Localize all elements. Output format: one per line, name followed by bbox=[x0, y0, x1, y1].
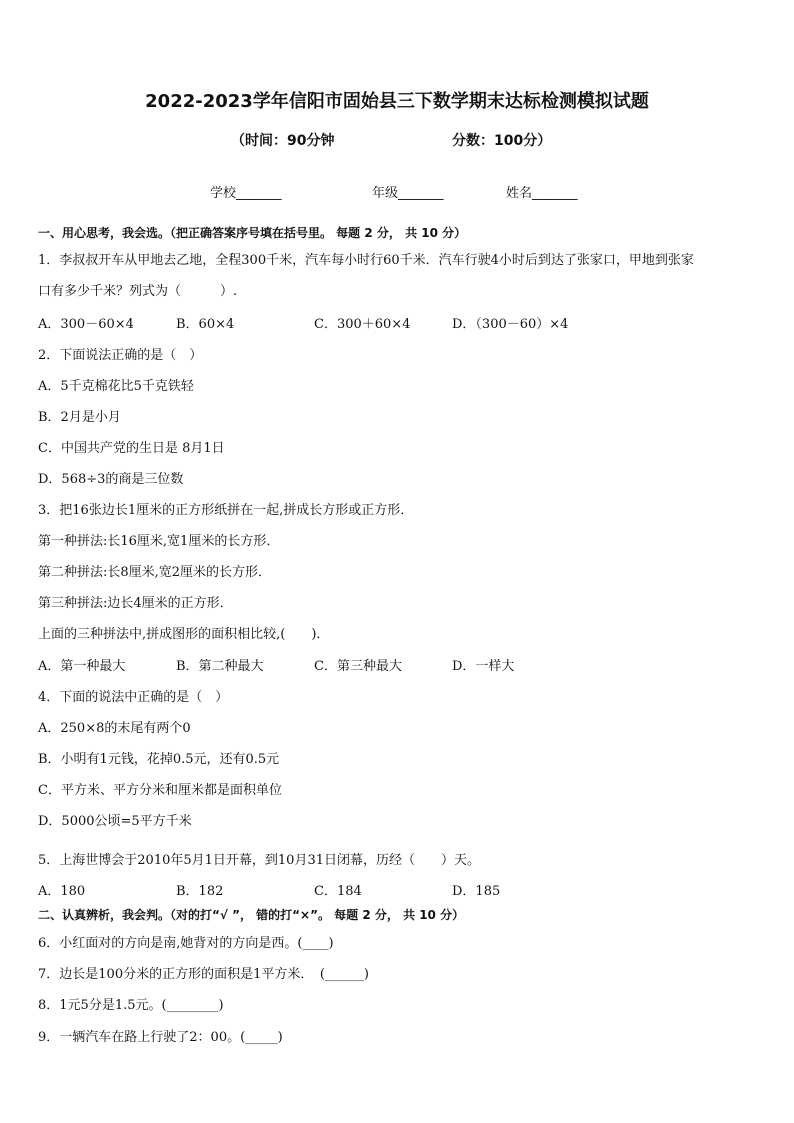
question-2-option-c: C．中国共产党的生日是 8月1日 bbox=[38, 441, 225, 456]
question-3-stem: 3．把16张边长1厘米的正方形纸拼在一起,拼成长方形或正方形． bbox=[38, 503, 414, 518]
question-1-option-c: C．300＋60×4 bbox=[314, 317, 411, 332]
question-7: 7．边长是100分米的正方形的面积是1平方米． (______) bbox=[38, 967, 369, 982]
question-2-option-d: D．568÷3的商是三位数 bbox=[38, 472, 184, 487]
question-1-option-b: B．60×4 bbox=[176, 317, 235, 332]
question-1-line-1: 1．李叔叔开车从甲地去乙地，全程300千米，汽车每小时行60千米．汽车行驶4小时后到达了张家口，甲地到张家 bbox=[38, 253, 694, 268]
time-label: （时间：90分钟 bbox=[231, 133, 335, 149]
question-5-option-c: C．184 bbox=[314, 884, 362, 899]
question-3-line-3: 第三种拼法:边长4厘米的正方形． bbox=[38, 596, 233, 611]
question-4-option-b: B．小明有1元钱，花掉0.5元，还有0.5元 bbox=[38, 752, 280, 767]
question-9: 9．一辆汽车在路上行驶了2：00。(_____) bbox=[38, 1030, 283, 1045]
question-8: 8．1元5分是1.5元。(________) bbox=[38, 998, 224, 1013]
question-6: 6．小红面对的方向是南,她背对的方向是西。(____) bbox=[38, 936, 334, 951]
question-1-option-a: A．300－60×4 bbox=[38, 317, 134, 332]
question-3-option-b: B．第二种最大 bbox=[176, 659, 264, 674]
question-4-option-c: C．平方米、平方分米和厘米都是面积单位 bbox=[38, 783, 282, 798]
question-3-option-d: D．一样大 bbox=[452, 659, 515, 674]
section-heading-1: 一、用心思考，我会选。（把正确答案序号填在括号里。 每题 2 分， 共 10 分） bbox=[38, 226, 467, 240]
question-2-stem: 2．下面说法正确的是（ ） bbox=[38, 348, 203, 363]
question-4-option-d: D．5000公顷=5平方千米 bbox=[38, 814, 192, 829]
question-2-option-a: A．5千克棉花比5千克铁轻 bbox=[38, 379, 194, 394]
question-4-stem: 4．下面的说法中正确的是（ ） bbox=[38, 690, 229, 705]
section-heading-2: 二、认真辨析，我会判。（对的打“√ ”， 错的打“×”。 每题 2 分， 共 10 分） bbox=[38, 908, 465, 922]
name-field: 姓名_______ bbox=[506, 186, 578, 201]
question-3-line-1: 第一种拼法:长16厘米,宽1厘米的长方形． bbox=[38, 534, 280, 549]
score-label: 分数：100分） bbox=[452, 133, 552, 149]
question-5-option-d: D．185 bbox=[452, 884, 501, 899]
school-field: 学校_______ bbox=[210, 186, 282, 201]
question-3-option-c: C．第三种最大 bbox=[314, 659, 402, 674]
question-5-stem: 5．上海世博会于2010年5月1日开幕，到10月31日闭幕，历经（ ）天。 bbox=[38, 853, 480, 868]
question-3-option-a: A．第一种最大 bbox=[38, 659, 126, 674]
question-4-option-a: A．250×8的末尾有两个0 bbox=[38, 721, 191, 736]
question-5-option-a: A．180 bbox=[38, 884, 86, 899]
grade-field: 年级_______ bbox=[372, 186, 444, 201]
page-title: 2022-2023学年信阳市固始县三下数学期末达标检测模拟试题 bbox=[145, 91, 649, 112]
question-3-line-4: 上面的三种拼法中,拼成图形的面积相比较,( )． bbox=[38, 627, 330, 642]
question-2-option-b: B．2月是小月 bbox=[38, 410, 121, 425]
question-1-line-2: 口有多少千米？列式为（ ）. bbox=[38, 284, 238, 299]
question-1-option-d: D．（300－60）×4 bbox=[452, 317, 569, 332]
question-3-line-2: 第二种拼法:长8厘米,宽2厘米的长方形． bbox=[38, 565, 272, 580]
question-5-option-b: B．182 bbox=[176, 884, 224, 899]
